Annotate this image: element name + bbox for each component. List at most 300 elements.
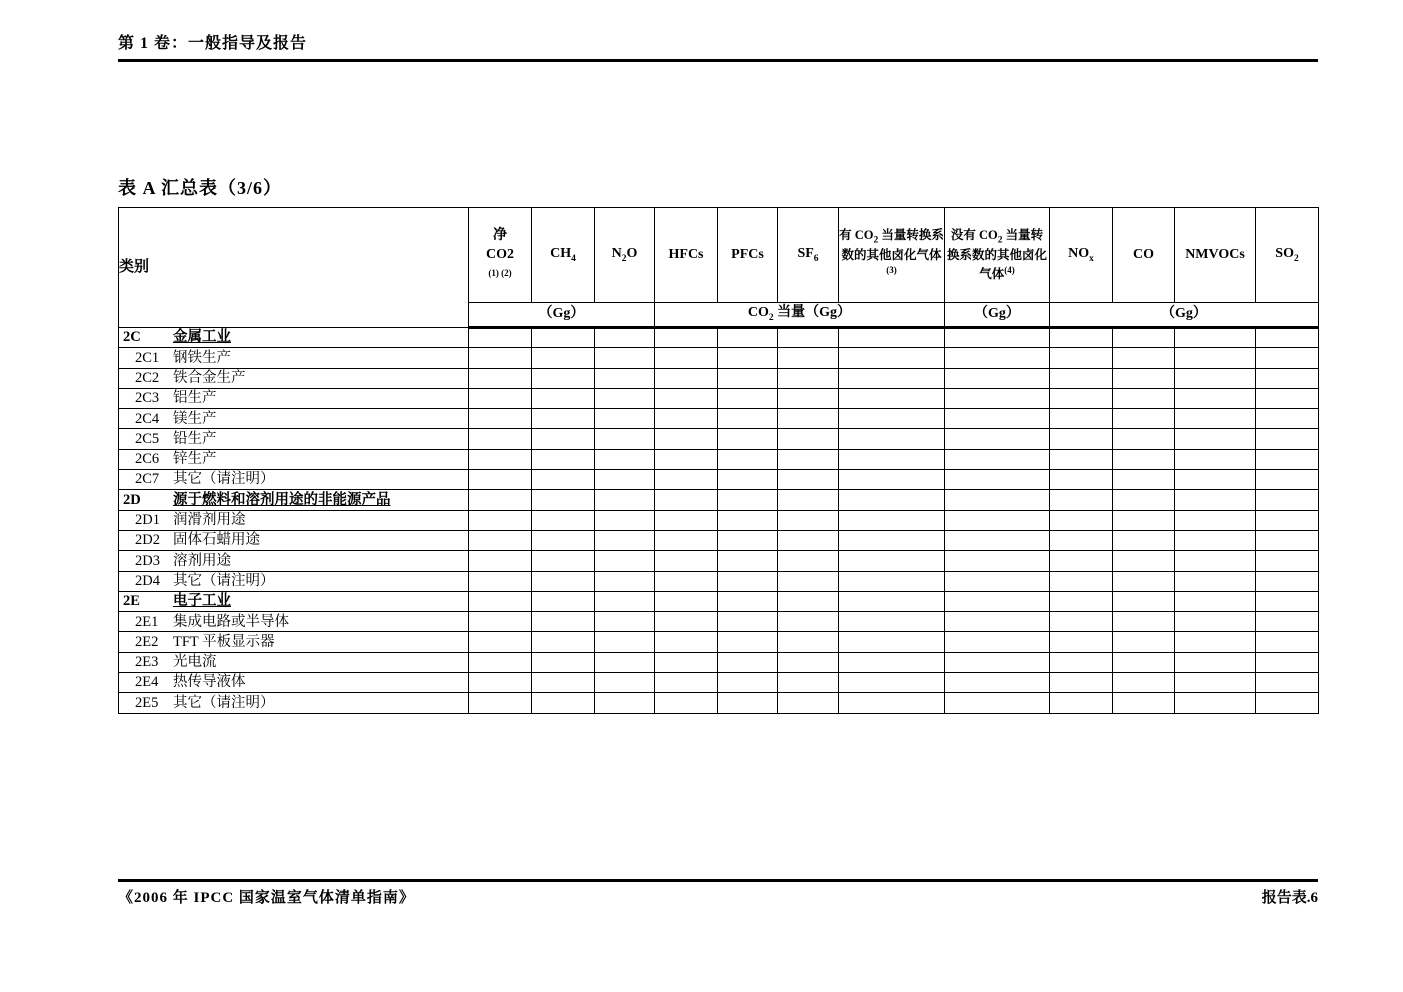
cell-2C-co: [1113, 328, 1175, 348]
cell-2E4-net-co2: [469, 673, 532, 693]
row-label-2C5: [119, 429, 469, 449]
cell-2E5-nmvocs: [1175, 693, 1256, 713]
cell-2C5-ch4: [532, 429, 595, 449]
cell-2C4-ch4: [532, 409, 595, 429]
cell-2D3-sf6: [778, 551, 839, 571]
cell-2E4-n2o: [595, 673, 655, 693]
cell-2E-nox: [1050, 591, 1113, 611]
row-label-2D1: [119, 510, 469, 530]
cell-2D4-hfcs: [655, 571, 718, 591]
table-row-2D3: [119, 551, 1319, 571]
cell-2C7-net-co2: [469, 470, 532, 490]
cell-2C5-pfcs: [718, 429, 778, 449]
row-code: 2D4: [135, 572, 160, 589]
cell-2D2-co: [1113, 530, 1175, 550]
row-code: 2C2: [135, 369, 160, 386]
column-header-pfcs: PFCs: [718, 208, 778, 303]
row-label-2C7: [119, 470, 469, 490]
cell-2D3-pfcs: [718, 551, 778, 571]
cell-2C2-sf6: [778, 368, 839, 388]
cell-2C3-net-co2: [469, 388, 532, 408]
cell-2C5-so2: [1256, 429, 1319, 449]
cell-2D3-nmvocs: [1175, 551, 1256, 571]
column-header-n2o: $N_2O$: [595, 208, 655, 303]
cell-2C2-halo-with: [839, 368, 945, 388]
table-row-2D4: [119, 571, 1319, 591]
cell-2D4-nox: [1050, 571, 1113, 591]
row-code: 2D3: [135, 552, 160, 569]
cell-2C3-hfcs: [655, 388, 718, 408]
cell-2C-nox: [1050, 328, 1113, 348]
cell-2C4-co: [1113, 409, 1175, 429]
cell-2C4-net-co2: [469, 409, 532, 429]
cell-2D4-net-co2: [469, 571, 532, 591]
cell-2C2-halo-without: [945, 368, 1050, 388]
cell-2E5-nox: [1050, 693, 1113, 713]
cell-2E2-n2o: [595, 632, 655, 652]
table-row-2E2: [119, 632, 1319, 652]
row-label-2E5: [119, 693, 469, 713]
row-code: 2D: [123, 491, 141, 508]
cell-2E-sf6: [778, 591, 839, 611]
footer-page-label: 报告表.6: [1261, 890, 1318, 906]
cell-2C6-so2: [1256, 449, 1319, 469]
cell-2C1-pfcs: [718, 348, 778, 368]
cell-2E3-so2: [1256, 652, 1319, 672]
cell-2C2-n2o: [595, 368, 655, 388]
cell-2E3-hfcs: [655, 652, 718, 672]
table-row-2E3: [119, 652, 1319, 672]
cell-2D2-halo-without: [945, 530, 1050, 550]
cell-2C-so2: [1256, 328, 1319, 348]
cell-2C4-pfcs: [718, 409, 778, 429]
table-row-2C4: [119, 409, 1319, 429]
cell-2E5-halo-without: [945, 693, 1050, 713]
column-header-nmvocs: NMVOCs: [1175, 208, 1256, 303]
row-name: 其它（请注明）: [173, 471, 275, 488]
cell-2C-pfcs: [718, 328, 778, 348]
cell-2C1-nox: [1050, 348, 1113, 368]
cell-2C3-pfcs: [718, 388, 778, 408]
row-code: 2E2: [135, 633, 159, 650]
table-row-2C5: [119, 429, 1319, 449]
cell-2E4-nmvocs: [1175, 673, 1256, 693]
cell-2E2-co: [1113, 632, 1175, 652]
row-code: 2E1: [135, 613, 159, 630]
cell-2C5-hfcs: [655, 429, 718, 449]
cell-2C7-n2o: [595, 470, 655, 490]
cell-2E-ch4: [532, 591, 595, 611]
cell-2E-co: [1113, 591, 1175, 611]
row-code: 2C7: [135, 471, 160, 488]
column-header-co: CO: [1113, 208, 1175, 303]
cell-2D2-sf6: [778, 530, 839, 550]
cell-2E2-net-co2: [469, 632, 532, 652]
cell-2C1-halo-with: [839, 348, 945, 368]
cell-2D3-so2: [1256, 551, 1319, 571]
cell-2C4-so2: [1256, 409, 1319, 429]
cell-2E3-halo-with: [839, 652, 945, 672]
table-row-2D: [119, 490, 1319, 510]
cell-2D1-hfcs: [655, 510, 718, 530]
row-code: 2C1: [135, 349, 160, 366]
cell-2E4-nox: [1050, 673, 1113, 693]
row-name: 源于燃料和溶剂用途的非能源产品: [173, 491, 391, 508]
cell-2E-pfcs: [718, 591, 778, 611]
cell-2C6-n2o: [595, 449, 655, 469]
cell-2C7-nmvocs: [1175, 470, 1256, 490]
cell-2D3-ch4: [532, 551, 595, 571]
cell-2E2-hfcs: [655, 632, 718, 652]
cell-2D4-halo-with: [839, 571, 945, 591]
cell-2E5-pfcs: [718, 693, 778, 713]
cell-2E2-sf6: [778, 632, 839, 652]
cell-2D3-co: [1113, 551, 1175, 571]
cell-2E4-co: [1113, 673, 1175, 693]
cell-2C3-halo-with: [839, 388, 945, 408]
cell-2D4-sf6: [778, 571, 839, 591]
cell-2E5-co: [1113, 693, 1175, 713]
cell-2E5-halo-with: [839, 693, 945, 713]
cell-2D4-ch4: [532, 571, 595, 591]
cell-2E4-sf6: [778, 673, 839, 693]
cell-2D-co: [1113, 490, 1175, 510]
cell-2C3-so2: [1256, 388, 1319, 408]
cell-2E5-hfcs: [655, 693, 718, 713]
row-name: 热传导液体: [173, 674, 246, 691]
row-name: 其它（请注明）: [173, 694, 275, 711]
cell-2E-net-co2: [469, 591, 532, 611]
cell-2C1-so2: [1256, 348, 1319, 368]
cell-2C-halo-without: [945, 328, 1050, 348]
cell-2C3-halo-without: [945, 388, 1050, 408]
cell-2E2-nmvocs: [1175, 632, 1256, 652]
cell-2D4-halo-without: [945, 571, 1050, 591]
cell-2C4-hfcs: [655, 409, 718, 429]
cell-2E5-so2: [1256, 693, 1319, 713]
cell-2E2-pfcs: [718, 632, 778, 652]
category-column-header: 类别: [119, 208, 469, 328]
cell-2E2-halo-with: [839, 632, 945, 652]
cell-2D3-nox: [1050, 551, 1113, 571]
cell-2C6-halo-with: [839, 449, 945, 469]
cell-2D1-halo-without: [945, 510, 1050, 530]
cell-2C6-sf6: [778, 449, 839, 469]
row-name: 铁合金生产: [173, 369, 246, 386]
cell-2C7-pfcs: [718, 470, 778, 490]
footer-source: 《2006 年 IPCC 国家温室气体清单指南》: [118, 890, 415, 906]
row-label-2C3: [119, 388, 469, 408]
row-code: 2C5: [135, 430, 160, 447]
cell-2C2-so2: [1256, 368, 1319, 388]
cell-2D-so2: [1256, 490, 1319, 510]
cell-2C2-hfcs: [655, 368, 718, 388]
cell-2E1-pfcs: [718, 612, 778, 632]
table-row-2C2: [119, 368, 1319, 388]
row-code: 2E4: [135, 674, 159, 691]
cell-2C-nmvocs: [1175, 328, 1256, 348]
cell-2D1-co: [1113, 510, 1175, 530]
cell-2D-hfcs: [655, 490, 718, 510]
column-header-sf6: $SF_6$: [778, 208, 839, 303]
cell-2D2-nox: [1050, 530, 1113, 550]
row-name: 光电流: [173, 654, 217, 671]
cell-2D2-pfcs: [718, 530, 778, 550]
cell-2C5-halo-without: [945, 429, 1050, 449]
row-name: 金属工业: [173, 329, 231, 346]
cell-2E4-halo-with: [839, 673, 945, 693]
cell-2E1-halo-with: [839, 612, 945, 632]
cell-2D-pfcs: [718, 490, 778, 510]
cell-2C-hfcs: [655, 328, 718, 348]
row-name: 集成电路或半导体: [173, 613, 289, 630]
cell-2E3-n2o: [595, 652, 655, 672]
cell-2E3-nox: [1050, 652, 1113, 672]
table-row-2D2: [119, 530, 1319, 550]
cell-2E3-net-co2: [469, 652, 532, 672]
cell-2C4-sf6: [778, 409, 839, 429]
table-row-2E: [119, 591, 1319, 611]
column-header-ch4: $CH_4$: [532, 208, 595, 303]
cell-2E5-sf6: [778, 693, 839, 713]
cell-2C-sf6: [778, 328, 839, 348]
cell-2E-halo-with: [839, 591, 945, 611]
cell-2E3-ch4: [532, 652, 595, 672]
row-label-2D3: [119, 551, 469, 571]
cell-2D3-n2o: [595, 551, 655, 571]
cell-2C1-halo-without: [945, 348, 1050, 368]
cell-2C4-nmvocs: [1175, 409, 1256, 429]
cell-2E-halo-without: [945, 591, 1050, 611]
cell-2C1-nmvocs: [1175, 348, 1256, 368]
cell-2D-halo-with: [839, 490, 945, 510]
cell-2C7-halo-with: [839, 470, 945, 490]
cell-2E2-so2: [1256, 632, 1319, 652]
cell-2C-n2o: [595, 328, 655, 348]
cell-2C5-halo-with: [839, 429, 945, 449]
table-row-2E4: [119, 673, 1319, 693]
row-code: 2E5: [135, 694, 159, 711]
row-label-2E3: [119, 652, 469, 672]
cell-2C-ch4: [532, 328, 595, 348]
cell-2C3-sf6: [778, 388, 839, 408]
cell-2D-ch4: [532, 490, 595, 510]
cell-2E-so2: [1256, 591, 1319, 611]
cell-2E3-halo-without: [945, 652, 1050, 672]
cell-2E1-so2: [1256, 612, 1319, 632]
cell-2D-net-co2: [469, 490, 532, 510]
cell-2D1-sf6: [778, 510, 839, 530]
cell-2D3-halo-with: [839, 551, 945, 571]
unit-group-0: （Gg）: [469, 303, 655, 328]
cell-2E1-sf6: [778, 612, 839, 632]
cell-2C6-ch4: [532, 449, 595, 469]
cell-2D1-so2: [1256, 510, 1319, 530]
table-row-2C3: [119, 388, 1319, 408]
cell-2D1-pfcs: [718, 510, 778, 530]
row-name: 电子工业: [173, 593, 231, 610]
cell-2D3-hfcs: [655, 551, 718, 571]
cell-2D1-n2o: [595, 510, 655, 530]
cell-2C5-sf6: [778, 429, 839, 449]
cell-2C1-n2o: [595, 348, 655, 368]
row-name: 镁生产: [173, 410, 217, 427]
cell-2C1-sf6: [778, 348, 839, 368]
cell-2E5-n2o: [595, 693, 655, 713]
cell-2D1-nmvocs: [1175, 510, 1256, 530]
cell-2D2-net-co2: [469, 530, 532, 550]
cell-2C1-hfcs: [655, 348, 718, 368]
cell-2E1-nox: [1050, 612, 1113, 632]
cell-2C2-nox: [1050, 368, 1113, 388]
cell-2E1-hfcs: [655, 612, 718, 632]
row-name: 固体石蜡用途: [173, 532, 260, 549]
cell-2E-n2o: [595, 591, 655, 611]
cell-2C3-nox: [1050, 388, 1113, 408]
cell-2E3-sf6: [778, 652, 839, 672]
cell-2E1-nmvocs: [1175, 612, 1256, 632]
cell-2D2-hfcs: [655, 530, 718, 550]
cell-2E3-nmvocs: [1175, 652, 1256, 672]
row-code: 2E3: [135, 654, 159, 671]
row-label-2E1: [119, 612, 469, 632]
row-code: 2C: [123, 329, 141, 346]
cell-2E5-net-co2: [469, 693, 532, 713]
cell-2D2-n2o: [595, 530, 655, 550]
cell-2C6-pfcs: [718, 449, 778, 469]
cell-2C5-n2o: [595, 429, 655, 449]
cell-2C5-co: [1113, 429, 1175, 449]
row-label-2E4: [119, 673, 469, 693]
cell-2E-hfcs: [655, 591, 718, 611]
cell-2C6-co: [1113, 449, 1175, 469]
cell-2C7-ch4: [532, 470, 595, 490]
cell-2D2-ch4: [532, 530, 595, 550]
cell-2D-nox: [1050, 490, 1113, 510]
row-name: 锌生产: [173, 451, 217, 468]
cell-2C3-n2o: [595, 388, 655, 408]
column-header-so2: $SO_2$: [1256, 208, 1319, 303]
cell-2C3-ch4: [532, 388, 595, 408]
cell-2E4-ch4: [532, 673, 595, 693]
row-label-2E: [119, 591, 469, 611]
cell-2E1-ch4: [532, 612, 595, 632]
unit-group-3: （Gg）: [1050, 303, 1319, 328]
row-label-2C1: [119, 348, 469, 368]
cell-2D-n2o: [595, 490, 655, 510]
cell-2D-nmvocs: [1175, 490, 1256, 510]
cell-2C7-so2: [1256, 470, 1319, 490]
row-label-2D: [119, 490, 469, 510]
row-label-2D4: [119, 571, 469, 591]
cell-2C2-nmvocs: [1175, 368, 1256, 388]
table-row-2E5: [119, 693, 1319, 713]
cell-2D4-so2: [1256, 571, 1319, 591]
row-name: 铝生产: [173, 390, 217, 407]
row-label-2C2: [119, 368, 469, 388]
table-title: 表 A 汇总表（3/6）: [118, 178, 283, 198]
row-code: 2C4: [135, 410, 160, 427]
row-name: 其它（请注明）: [173, 572, 275, 589]
cell-2D4-pfcs: [718, 571, 778, 591]
cell-2C6-hfcs: [655, 449, 718, 469]
row-name: 钢铁生产: [173, 349, 231, 366]
row-label-2C: [119, 328, 469, 348]
cell-2E2-halo-without: [945, 632, 1050, 652]
table-row-2C6: [119, 449, 1319, 469]
cell-2C6-halo-without: [945, 449, 1050, 469]
cell-2C7-co: [1113, 470, 1175, 490]
row-code: 2C3: [135, 390, 160, 407]
cell-2E5-ch4: [532, 693, 595, 713]
row-name: 润滑剂用途: [173, 512, 246, 529]
summary-table: [118, 207, 1319, 714]
cell-2C4-nox: [1050, 409, 1113, 429]
column-header-halo-with: 有 $CO_2$ 当量转换系数的其他卤化气体$^{(3)}$: [839, 208, 945, 303]
row-code: 2D2: [135, 532, 160, 549]
cell-2C2-ch4: [532, 368, 595, 388]
cell-2D4-n2o: [595, 571, 655, 591]
cell-2C-net-co2: [469, 328, 532, 348]
cell-2D4-co: [1113, 571, 1175, 591]
unit-group-2: （Gg）: [945, 303, 1050, 328]
cell-2C5-nox: [1050, 429, 1113, 449]
cell-2E4-halo-without: [945, 673, 1050, 693]
cell-2D-halo-without: [945, 490, 1050, 510]
cell-2C4-halo-without: [945, 409, 1050, 429]
cell-2E2-nox: [1050, 632, 1113, 652]
cell-2E1-net-co2: [469, 612, 532, 632]
row-label-2C4: [119, 409, 469, 429]
cell-2C1-co: [1113, 348, 1175, 368]
cell-2C5-net-co2: [469, 429, 532, 449]
cell-2C2-net-co2: [469, 368, 532, 388]
row-label-2E2: [119, 632, 469, 652]
cell-2C6-nox: [1050, 449, 1113, 469]
cell-2D2-halo-with: [839, 530, 945, 550]
table-row-2C: [119, 328, 1319, 348]
row-name: 铅生产: [173, 430, 217, 447]
cell-2D1-nox: [1050, 510, 1113, 530]
cell-2E4-so2: [1256, 673, 1319, 693]
cell-2E1-co: [1113, 612, 1175, 632]
cell-2C6-net-co2: [469, 449, 532, 469]
table-row-2C1: [119, 348, 1319, 368]
cell-2C7-halo-without: [945, 470, 1050, 490]
row-name: TFT 平板显示器: [173, 633, 275, 650]
column-header-halo-without: 没有 $CO_2$ 当量转换系数的其他卤化气体$^{(4)}$: [945, 208, 1050, 303]
cell-2C5-nmvocs: [1175, 429, 1256, 449]
cell-2E1-n2o: [595, 612, 655, 632]
row-code: 2D1: [135, 512, 160, 529]
cell-2E1-halo-without: [945, 612, 1050, 632]
table-row-2D1: [119, 510, 1319, 530]
cell-2D3-net-co2: [469, 551, 532, 571]
row-code: 2C6: [135, 451, 160, 468]
cell-2E4-pfcs: [718, 673, 778, 693]
row-name: 溶剂用途: [173, 552, 231, 569]
cell-2C4-halo-with: [839, 409, 945, 429]
column-header-nox: $NO_x$: [1050, 208, 1113, 303]
cell-2D2-so2: [1256, 530, 1319, 550]
cell-2E3-pfcs: [718, 652, 778, 672]
cell-2C7-sf6: [778, 470, 839, 490]
cell-2C6-nmvocs: [1175, 449, 1256, 469]
cell-2C4-n2o: [595, 409, 655, 429]
cell-2E-nmvocs: [1175, 591, 1256, 611]
column-header-hfcs: HFCs: [655, 208, 718, 303]
cell-2D4-nmvocs: [1175, 571, 1256, 591]
